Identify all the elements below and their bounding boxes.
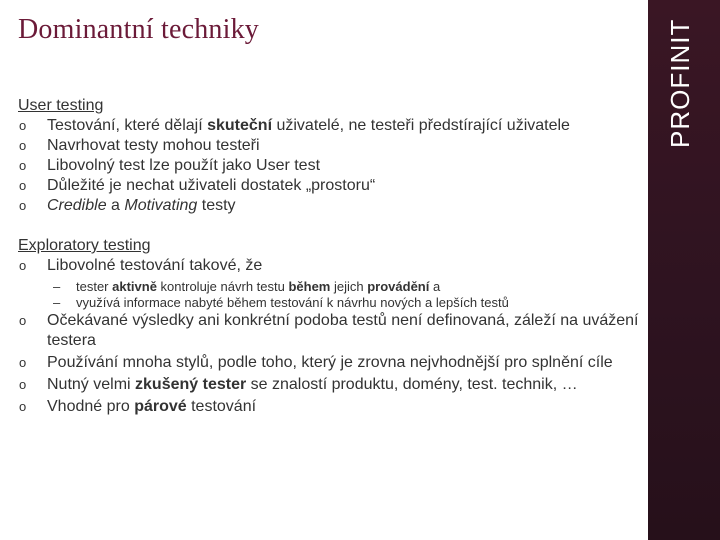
item-emphasis: párové — [134, 398, 187, 415]
item-emphasis: Motivating — [124, 197, 198, 214]
list-item — [18, 196, 643, 216]
item-emphasis: provádění — [367, 279, 430, 294]
item-text: uživatelé, ne testeři předstírající uživatele — [272, 117, 570, 134]
sub-list-item — [47, 279, 643, 295]
brand-name: PROFINIT — [665, 18, 695, 148]
list-item — [18, 256, 643, 311]
list-item: o Očekávané výsledky ani konkrétní podoba testů není definovaná, záleží na uvážení testera — [18, 311, 643, 351]
item-text: Vhodné pro — [47, 398, 135, 415]
sub-list-item: – využívá informace nabyté během testování k návrhu nových a lepších testů — [47, 295, 643, 311]
item-emphasis: zkušený tester — [135, 376, 247, 393]
list-item — [18, 116, 643, 136]
item-text: kontroluje návrh testu — [156, 279, 289, 294]
section-heading-user-testing: User testing — [18, 97, 104, 114]
user-testing-section — [18, 96, 643, 216]
item-text: Libovolné testování takové, že — [47, 257, 263, 274]
list-item: o Důležité je nechat uživateli dostatek „prostoru“ — [18, 176, 643, 196]
item-text: a — [106, 197, 125, 214]
list-item: o Používání mnoha stylů, podle toho, který je zrovna nejvhodnější pro splnění cíle — [18, 353, 643, 373]
item-text: testování — [186, 398, 257, 415]
item-text: jejich — [330, 279, 368, 294]
user-testing-list — [18, 116, 643, 216]
item-text: Nutný velmi — [47, 376, 136, 393]
item-text: se znalostí produktu, domény, test. technik, … — [246, 376, 578, 393]
exploratory-testing-section — [18, 236, 643, 417]
item-text: testy — [197, 197, 236, 214]
item-emphasis: aktivně — [112, 279, 157, 294]
item-text: tester — [76, 279, 113, 294]
item-text: Testování, které dělají — [47, 117, 208, 134]
item-emphasis: skuteční — [207, 117, 273, 134]
section-heading-exploratory-testing: Exploratory testing — [18, 237, 151, 254]
list-item: o Libovolný test lze použít jako User test — [18, 156, 643, 176]
exploratory-testing-list — [18, 256, 643, 311]
list-item — [18, 397, 643, 417]
list-item: o Navrhovat testy mohou testeři — [18, 136, 643, 156]
slide-content — [18, 96, 643, 419]
sub-list — [47, 279, 643, 311]
item-emphasis: Credible — [47, 197, 107, 214]
list-item — [18, 375, 643, 395]
exploratory-testing-list-continued — [18, 311, 643, 417]
item-emphasis: během — [288, 279, 331, 294]
slide-title: Dominantní techniky — [18, 14, 259, 45]
item-text: a — [429, 279, 441, 294]
